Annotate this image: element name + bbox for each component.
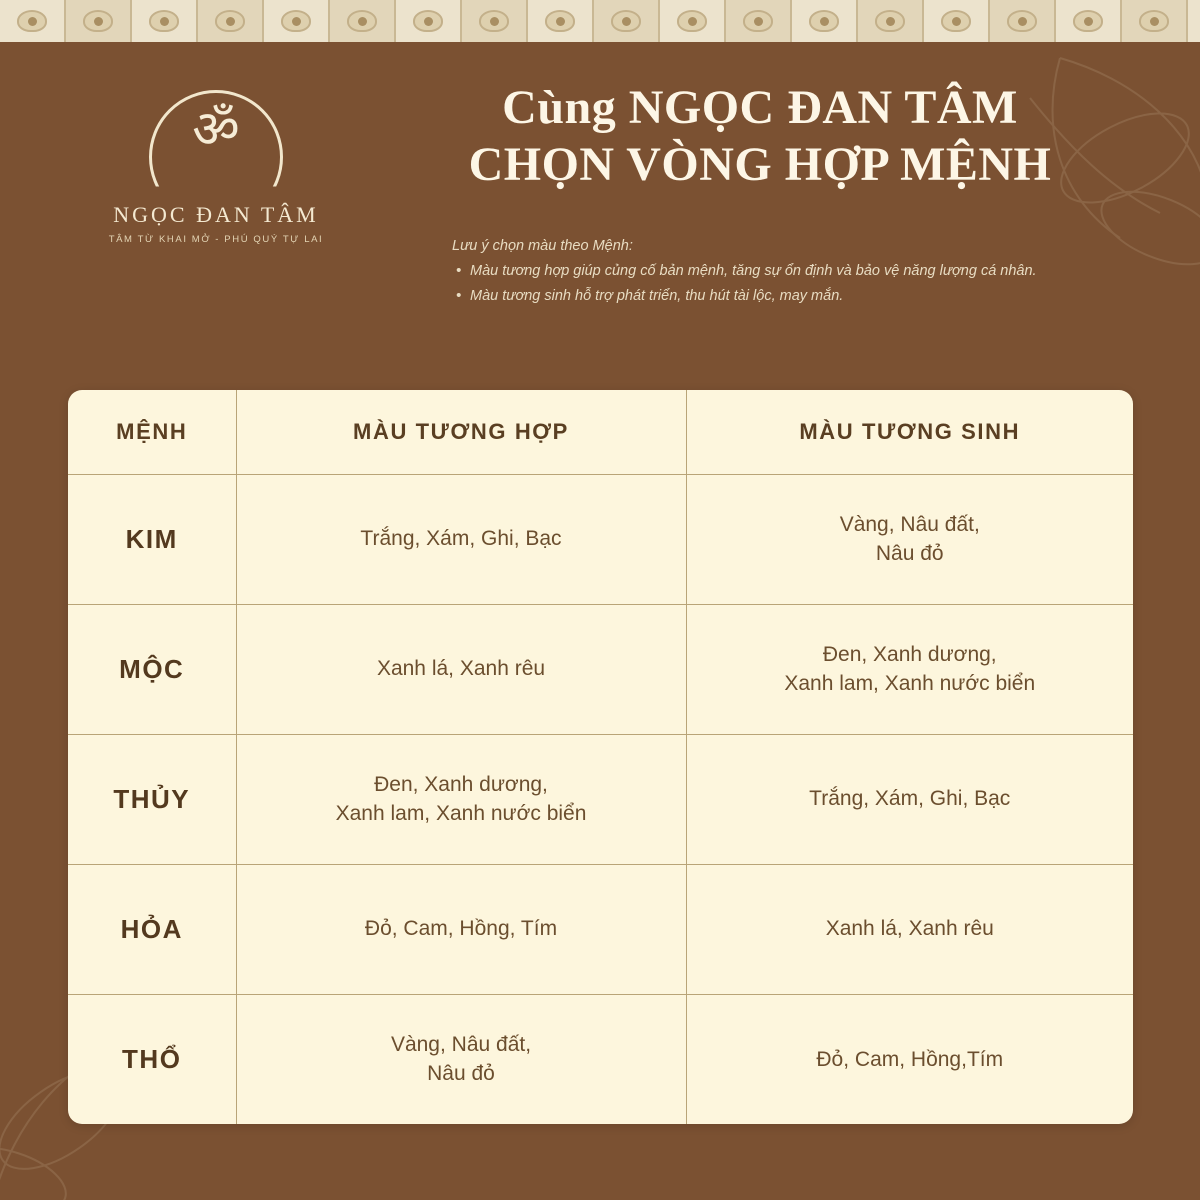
border-tile <box>462 0 528 42</box>
border-tile <box>1122 0 1188 42</box>
border-motif-icon <box>347 10 377 32</box>
decorative-top-border <box>0 0 1200 42</box>
border-motif-icon <box>215 10 245 32</box>
border-tile <box>264 0 330 42</box>
title-line-2: CHỌN VÒNG HỢP MỆNH <box>468 137 1052 191</box>
border-tile <box>198 0 264 42</box>
notes-list <box>452 260 1152 307</box>
border-motif-icon <box>677 10 707 32</box>
border-motif-icon <box>941 10 971 32</box>
element-color-table-card <box>68 390 1133 1124</box>
cell-element: THỔ <box>68 994 236 1124</box>
border-tile <box>330 0 396 42</box>
border-motif-icon <box>413 10 443 32</box>
border-tile <box>1056 0 1122 42</box>
border-tile <box>66 0 132 42</box>
border-motif-icon <box>1139 10 1169 32</box>
cell-tuong-hop: Trắng, Xám, Ghi, Bạc <box>236 474 686 604</box>
border-motif-icon <box>149 10 179 32</box>
border-motif-icon <box>545 10 575 32</box>
border-tile <box>132 0 198 42</box>
column-header-mau-tuong-sinh: MÀU TƯƠNG SINH <box>686 390 1133 474</box>
border-tile <box>528 0 594 42</box>
cell-element: THỦY <box>68 734 236 864</box>
page-header <box>0 60 1200 350</box>
border-tile <box>1188 0 1200 42</box>
notes-block <box>452 235 1152 307</box>
cell-element: HỎA <box>68 864 236 994</box>
table-row <box>68 474 1133 604</box>
cell-tuong-sinh: Vàng, Nâu đất, Nâu đỏ <box>686 474 1133 604</box>
note-item: • Màu tương hợp giúp củng cố bản mệnh, tăng sự ổn định và bảo vệ năng lượng cá nhân. <box>452 260 1152 282</box>
border-motif-icon <box>281 10 311 32</box>
border-motif-icon <box>479 10 509 32</box>
border-tile <box>726 0 792 42</box>
cell-tuong-hop: Vàng, Nâu đất, Nâu đỏ <box>236 994 686 1124</box>
element-color-table <box>68 390 1133 1124</box>
logo-mark <box>131 88 301 200</box>
border-motif-icon <box>875 10 905 32</box>
cell-tuong-sinh: Đen, Xanh dương, Xanh lam, Xanh nước biển <box>686 604 1133 734</box>
column-header-menh: MỆNH <box>68 390 236 474</box>
border-motif-icon <box>83 10 113 32</box>
cell-tuong-sinh: Đỏ, Cam, Hồng,Tím <box>686 994 1133 1124</box>
border-motif-icon <box>743 10 773 32</box>
column-header-mau-tuong-hop: MÀU TƯƠNG HỢP <box>236 390 686 474</box>
cell-tuong-sinh: Trắng, Xám, Ghi, Bạc <box>686 734 1133 864</box>
cell-element: KIM <box>68 474 236 604</box>
border-tile <box>0 0 66 42</box>
brand-logo <box>86 88 346 245</box>
border-tile <box>396 0 462 42</box>
cell-tuong-hop: Đen, Xanh dương, Xanh lam, Xanh nước biển <box>236 734 686 864</box>
border-motif-icon <box>1007 10 1037 32</box>
border-tile <box>660 0 726 42</box>
cell-tuong-sinh: Xanh lá, Xanh rêu <box>686 864 1133 994</box>
border-motif-icon <box>1073 10 1103 32</box>
cell-element: MỘC <box>68 604 236 734</box>
border-tile <box>792 0 858 42</box>
table-row <box>68 604 1133 734</box>
note-item: • Màu tương sinh hỗ trợ phát triển, thu hút tài lộc, may mắn. <box>452 285 1152 307</box>
border-motif-icon <box>17 10 47 32</box>
om-symbol-icon: ॐ <box>192 100 240 160</box>
page-title <box>380 80 1140 193</box>
table-row <box>68 994 1133 1124</box>
cell-tuong-hop: Xanh lá, Xanh rêu <box>236 604 686 734</box>
table-row <box>68 734 1133 864</box>
brand-name: NGỌC ĐAN TÂM <box>113 202 319 227</box>
border-tile <box>990 0 1056 42</box>
border-tile <box>858 0 924 42</box>
border-motif-icon <box>611 10 641 32</box>
cell-tuong-hop: Đỏ, Cam, Hồng, Tím <box>236 864 686 994</box>
brand-slogan: TÂM TỪ KHAI MỞ - PHÚ QUÝ TỰ LAI <box>108 234 324 245</box>
title-line-1: Cùng NGỌC ĐAN TÂM <box>502 81 1018 134</box>
border-tile <box>924 0 990 42</box>
notes-heading: Lưu ý chọn màu theo Mệnh: <box>452 238 633 254</box>
border-tile <box>594 0 660 42</box>
border-motif-icon <box>809 10 839 32</box>
table-row <box>68 864 1133 994</box>
table-header-row <box>68 390 1133 474</box>
